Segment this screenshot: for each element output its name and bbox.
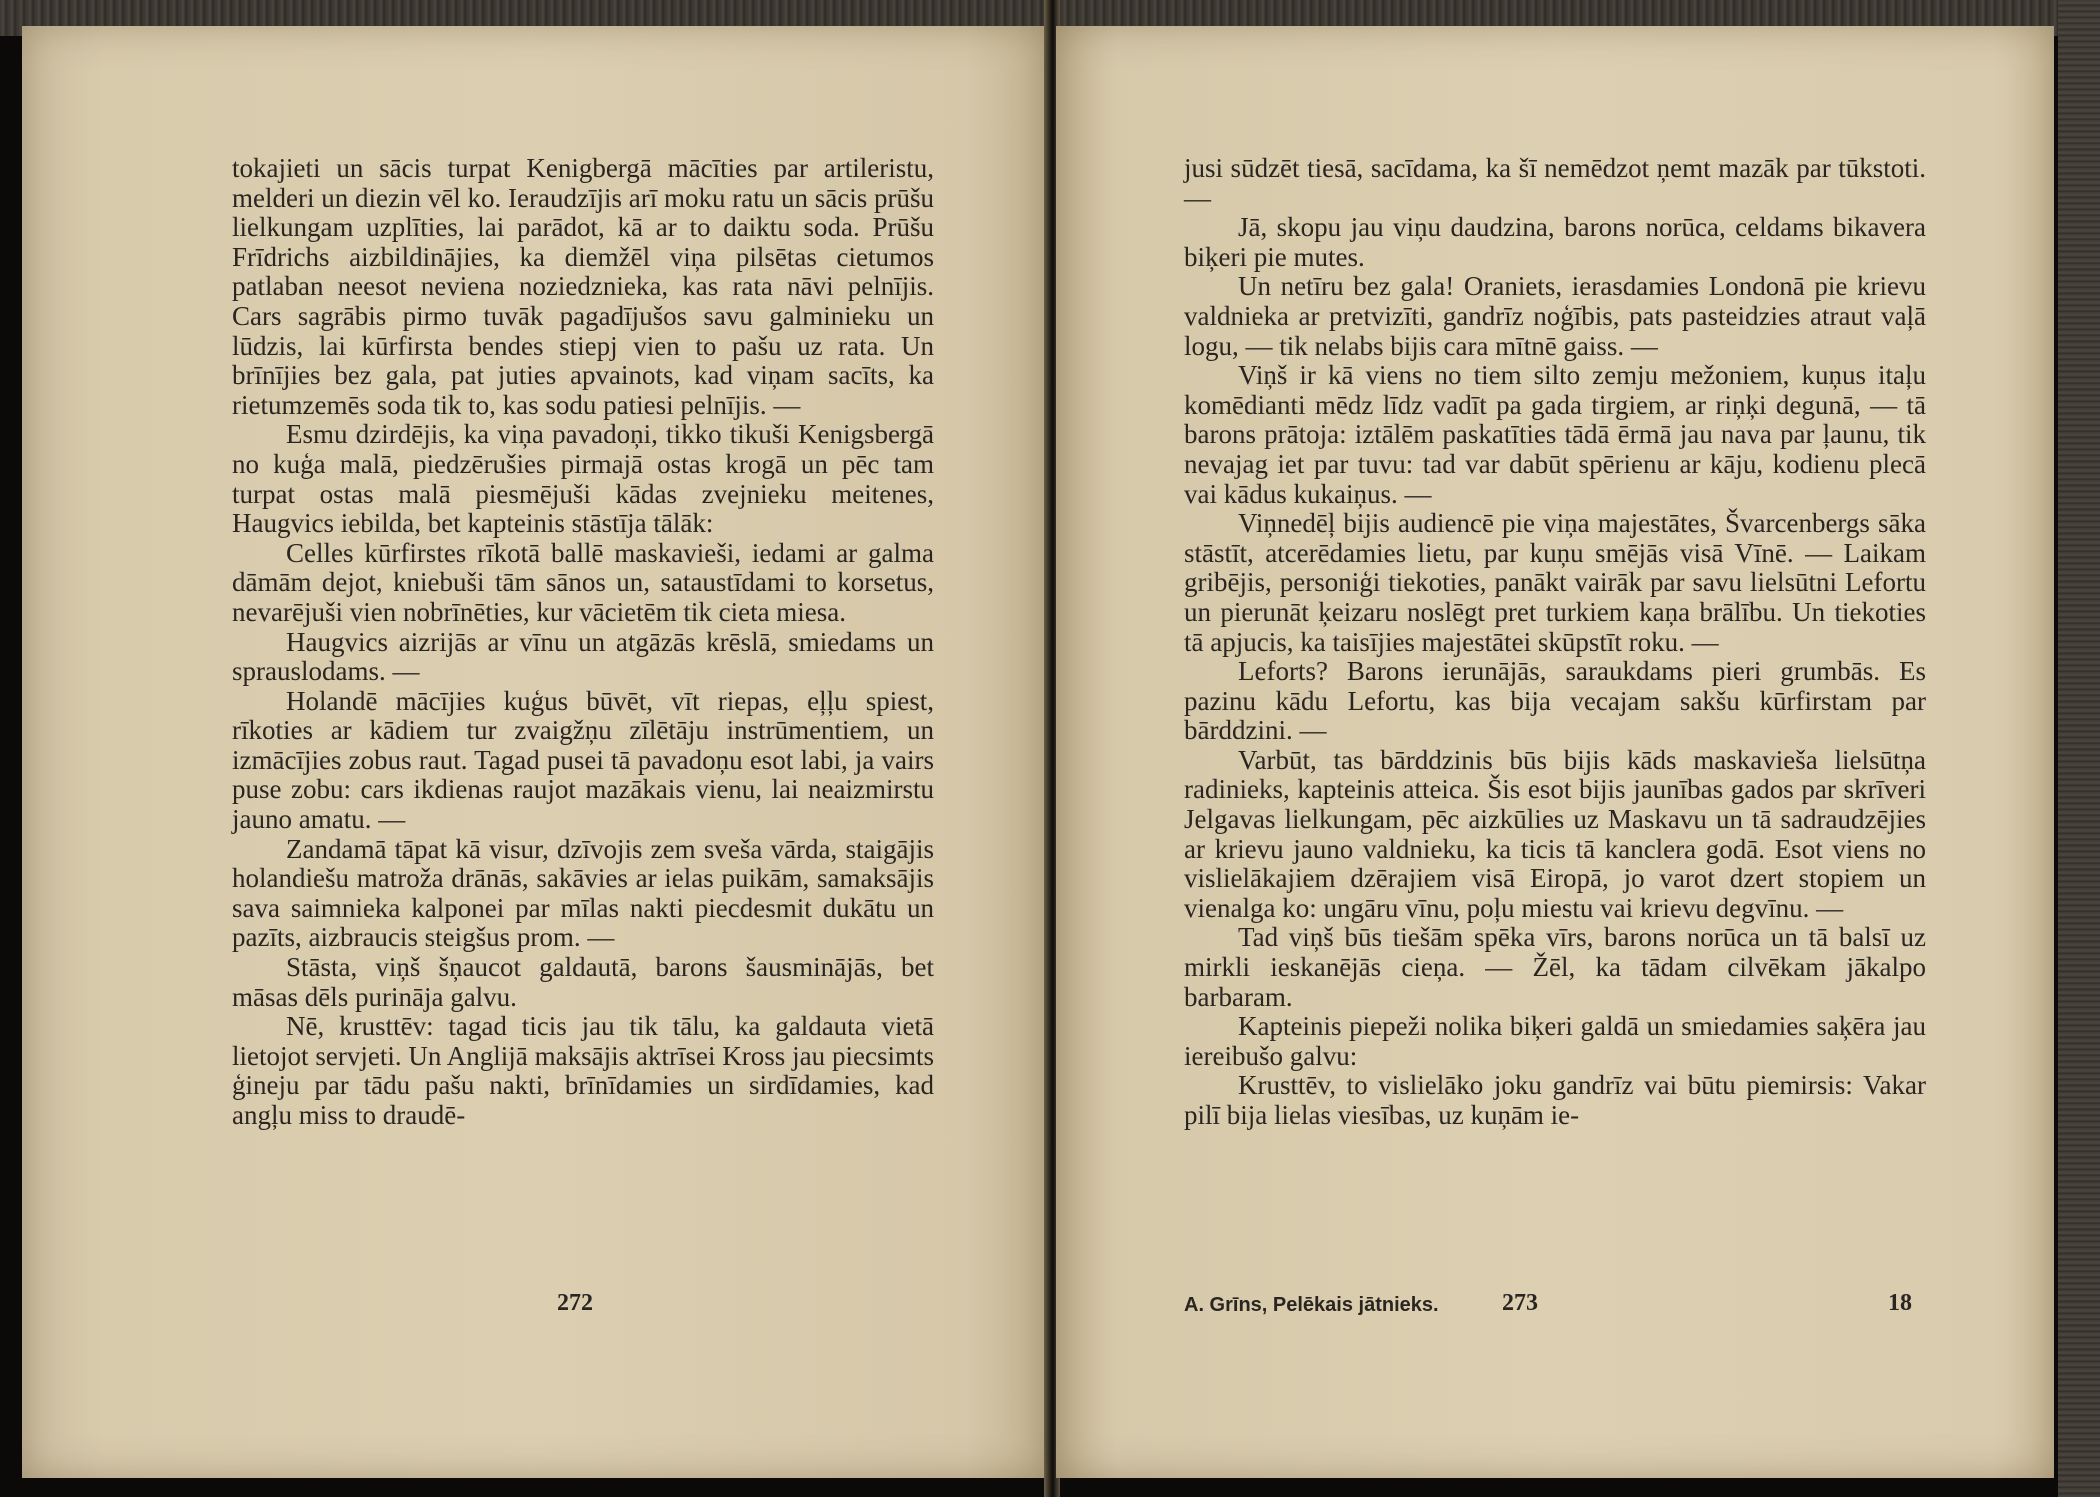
running-footer: A. Grīns, Pelēkais jātnieks. [1184, 1294, 1439, 1316]
paragraph: Viņš ir kā viens no tiem silto zemju mežoniem, kuņus itaļu komēdianti mēdz līdz vadīt pa gada tirgiem, ar riņķi degunā, — tā barons prātoja: iztālēm paskatīties tādā ērmā jau nava par ļaunu, tik nevajag iet par tuvu: tad var dabūt spērienu ar kāju, kodienu plecā vai kādus kukaiņus. — [1184, 360, 1926, 509]
paragraph: Krusttēv, to vislielāko joku gandrīz vai būtu piemirsis: Vakar pilī bija lielas viesības, uz kuņām ie- [1184, 1070, 1926, 1130]
paragraph: Un netīru bez gala! Oraniets, ierasdamies Londonā pie krievu valdnieka ar pretvizīti, gandrīz noģībis, pats pasteidzies atraut vaļā logu, — tik nelabs bijis cara mītnē gaiss. — [1184, 271, 1926, 361]
paragraph: Celles kūrfirstes rīkotā ballē maskavieši, iedami ar galma dāmām dejot, kniebuši tām sānos un, sataustīdami to korsetus, nevarējuši vien nobrīnēties, kur vācietēm tik cieta miesa. [232, 537, 934, 627]
signature-mark: 18 [1888, 1290, 1912, 1316]
paragraph: Tad viņš būs tiešām spēka vīrs, barons norūca un tā balsī uz mirkli ieskanējās cieņa. — Žēl, ka tādam cilvēkam jākalpo barbaram. [1184, 922, 1926, 1012]
paragraph: Varbūt, tas bārddzinis būs bijis kāds maskavieša lielsūtņa radinieks, kapteinis atteica. Šis esot bijis jaunības gados par skrīveri Jelgavas lielkungam, pēc aizkūlies uz Maskavu un tā sadraudzējies ar krievu jauno valdnieku, ka ticis tā kanclera godā. Esot viens no vislielākajiem dzērajiem visā Eiropā, jo varot dzert stopiem un vienalga ko: ungāru vīnu, poļu miestu vai krievu degvīnu. — [1184, 744, 1926, 923]
right-page-text [1184, 154, 1926, 1131]
right-page [1056, 26, 2054, 1478]
paragraph: Viņnedēļ bijis audiencē pie viņa majestātes, Švarcenbergs sāka stāstīt, atcerēdamies lietu, par kuņu smējās visā Vīnē. — Laikam gribējis, personiģi tiekoties, panākt vairāk par savu lielsūtni Lefortu un pierunāt ķeizaru noslēgt pret turkiem kaņa brālību. Un tiekoties tā apjucis, ka taisījies majestātei skūpstīt roku. — [1184, 508, 1926, 657]
paragraph: Nē, krusttēv: tagad ticis jau tik tālu, ka galdauta vietā lietojot servjeti. Un Anglijā maksājis aktrīsei Kross jau piecsimts ģineju par tādu pašu nakti, brīnīdamies un sirdīdamies, kad angļu miss to draudē- [232, 1011, 934, 1130]
paragraph: Holandē mācījies kuģus būvēt, vīt riepas, eļļu spiest, rīkoties ar kādiem tur zvaigžņu zīlētāju instrūmentiem, un izmācījies zobus raut. Tagad pusei tā pavadoņu esot labi, ja vairs puse zobu: cars ikdienas raujot mazākais vienu, lai neaizmirstu jauno amatu. — [232, 685, 934, 835]
left-page [22, 26, 1047, 1478]
paragraph: Stāsta, viņš šņaucot galdautā, barons šausminājās, bet māsas dēls purināja galvu. [232, 952, 934, 1012]
paragraph: Haugvics aizrijās ar vīnu un atgāzās krēslā, smiedams un sprauslodams. — [232, 626, 934, 687]
book-cover-edge-right [2058, 0, 2100, 1497]
paragraph: Zandamā tāpat kā visur, dzīvojis zem sveša vārda, staigājis holandiešu matroža drānās, sakāvies ar ielas puikām, samaksājis sava saimnieka kalponei par mīlas nakti piecdesmit dukātu un pazīts, aizbraucis steigšus prom. — [232, 833, 934, 953]
paragraph: jusi sūdzēt tiesā, sacīdama, ka šī nemēdzot ņemt mazāk par tūkstoti. — [1184, 153, 1926, 213]
page-number: 272 [557, 1290, 593, 1316]
paragraph: Esmu dzirdējis, ka viņa pavadoņi, tikko tikuši Kenigsbergā no kuģa malā, piedzērušies pirmajā ostas krogā un pēc tam turpat ostas malā piesmējuši kādas zvejnieku meitenes, Haugvics iebilda, bet kapteinis stāstīja tālāk: [232, 419, 934, 539]
paragraph: Jā, skopu jau viņu daudzina, barons norūca, celdams bikavera biķeri pie mutes. [1184, 212, 1926, 272]
paragraph: Leforts? Barons ierunājās, saraukdams pieri grumbās. Es pazinu kādu Lefortu, kas bija vecajam sakšu kūrfirstam par bārddzini. — [1184, 656, 1926, 746]
page-number: 273 [1502, 1290, 1538, 1316]
paragraph: tokajieti un sācis turpat Kenigbergā mācīties par artileristu, melderi un diezin vēl ko. Ieraudzījis arī moku ratu un sācis prūšu lielkungam uzplīties, lai parādot, kā ar to daiktu soda. Prūšu Frīdrichs aizbildinājies, ka diemžēl viņa pilsētas cietumos patlaban neesot neviena noziedznieka, kas rata nāvi pelnījis. Cars sagrābis pirmo tuvāk pagadījušos savu galminieku un lūdzis, lai kūrfirsta bendes stiepj vien to pašu uz rata. Un brīnījies bez gala, pat juties apvainots, kad viņam sacīts, ka rietumzemēs soda tik to, kas sodu patiesi pelnījis. — [232, 153, 934, 420]
left-page-text [232, 154, 934, 1131]
paragraph: Kapteinis piepeži nolika biķeri galdā un smiedamies saķēra jau iereibušo galvu: [1184, 1011, 1926, 1071]
